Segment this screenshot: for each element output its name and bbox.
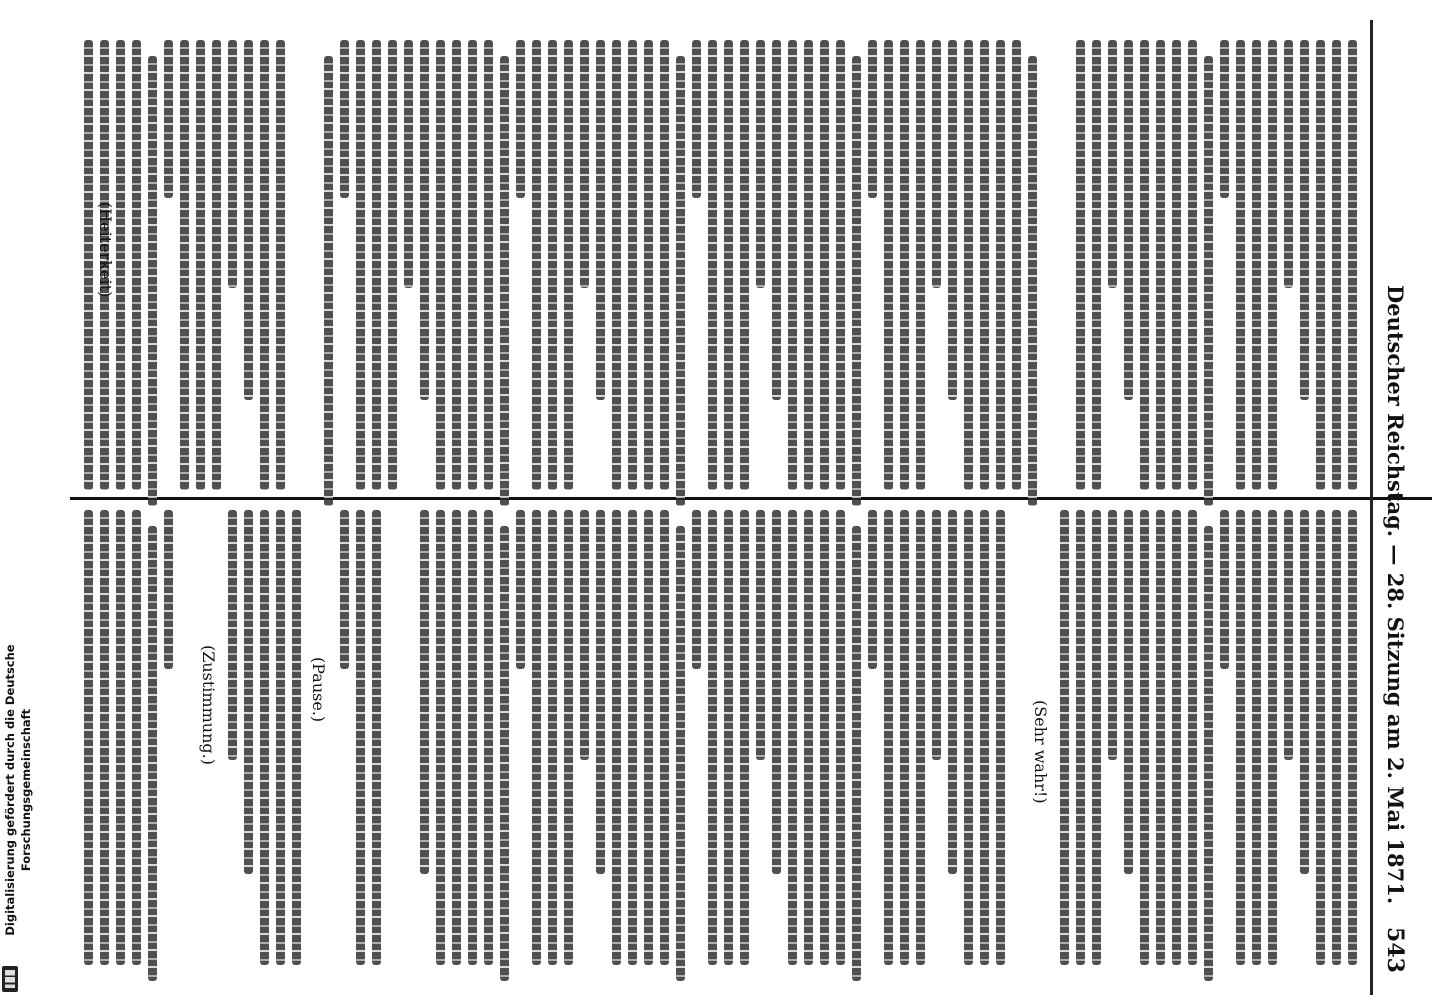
print-line: [84, 40, 93, 490]
print-line: [1348, 40, 1357, 490]
print-line: [932, 40, 941, 288]
print-line: [1284, 40, 1293, 288]
page-number: 543: [1382, 927, 1408, 973]
print-line: [596, 510, 605, 874]
print-line: [916, 510, 925, 965]
print-line: [1140, 40, 1149, 490]
interjection-zustimmung: (Zustimmung.): [199, 645, 218, 765]
print-line: [1204, 526, 1213, 981]
print-line: [516, 40, 525, 198]
print-line: [436, 510, 445, 965]
print-line: [388, 40, 397, 490]
print-line: [212, 40, 221, 490]
print-line: [532, 40, 541, 490]
print-line: [1316, 510, 1325, 965]
interjection-sehr-wahr: (Sehr wahr!): [1031, 700, 1050, 804]
print-line: [964, 40, 973, 490]
print-line: [1188, 510, 1197, 965]
print-line: [468, 40, 477, 490]
print-line: [900, 40, 909, 490]
digitization-note: Digitalisierung gefördert durch die Deutsche Forschungsgemeinschaft: [3, 644, 33, 936]
print-line: [548, 40, 557, 490]
print-line: [468, 510, 477, 965]
print-line: [564, 510, 573, 965]
print-line: [420, 510, 429, 874]
print-line: [1332, 40, 1341, 490]
print-line: [1156, 40, 1165, 490]
print-line: [132, 40, 141, 490]
print-line: [452, 40, 461, 490]
print-line: [1076, 510, 1085, 965]
print-line: [1092, 40, 1101, 490]
print-line: [820, 40, 829, 490]
print-line: [788, 510, 797, 965]
print-line: [1140, 510, 1149, 965]
print-line: [340, 510, 349, 669]
print-line: [196, 40, 205, 490]
print-line: [244, 40, 253, 400]
print-line: [884, 40, 893, 490]
print-line: [1092, 510, 1101, 965]
print-line: [1268, 40, 1277, 490]
print-line: [996, 40, 1005, 490]
print-line: [1236, 510, 1245, 965]
print-line: [1028, 56, 1037, 506]
print-line: [836, 40, 845, 490]
print-line: [516, 510, 525, 669]
print-line: [452, 510, 461, 965]
print-line: [868, 40, 877, 198]
print-line: [180, 40, 189, 490]
print-line: [1332, 510, 1341, 965]
print-line: [1172, 510, 1181, 965]
print-line: [740, 510, 749, 965]
print-line: [164, 510, 173, 669]
print-line: [948, 510, 957, 874]
print-line: [740, 40, 749, 490]
print-line: [132, 510, 141, 965]
dfg-logo: [2, 966, 18, 992]
print-line: [1172, 40, 1181, 490]
print-line: [1268, 510, 1277, 965]
print-line: [852, 526, 861, 981]
print-line: [324, 56, 333, 506]
print-line: [948, 40, 957, 400]
print-line: [148, 526, 157, 981]
print-line: [660, 40, 669, 490]
print-line: [292, 510, 301, 965]
print-line: [580, 40, 589, 288]
print-line: [932, 510, 941, 760]
print-line: [692, 510, 701, 669]
print-line: [276, 40, 285, 490]
print-line: [580, 510, 589, 760]
print-line: [660, 510, 669, 965]
print-line: [228, 510, 237, 760]
print-line: [372, 510, 381, 965]
print-line: [356, 510, 365, 965]
print-line: [1220, 510, 1229, 669]
print-line: [484, 40, 493, 490]
print-line: [1236, 40, 1245, 490]
print-line: [772, 510, 781, 874]
print-line: [260, 510, 269, 965]
print-line: [900, 510, 909, 965]
print-line: [788, 40, 797, 490]
print-line: [228, 40, 237, 288]
print-line: [1300, 40, 1309, 400]
print-line: [1252, 40, 1261, 490]
print-line: [884, 510, 893, 965]
print-line: [596, 40, 605, 400]
print-line: [148, 56, 157, 506]
print-line: [116, 510, 125, 965]
print-line: [628, 40, 637, 490]
print-line: [244, 510, 253, 874]
print-line: [420, 40, 429, 400]
print-line: [708, 40, 717, 490]
print-line: [564, 40, 573, 490]
print-line: [1284, 510, 1293, 760]
print-line: [1300, 510, 1309, 874]
print-line: [1204, 56, 1213, 506]
print-line: [1076, 40, 1085, 490]
print-line: [676, 526, 685, 981]
print-line: [532, 510, 541, 965]
print-line: [756, 40, 765, 288]
print-line: [356, 40, 365, 490]
print-line: [1188, 40, 1197, 490]
column-divider: [70, 497, 1432, 500]
print-line: [500, 56, 509, 506]
print-line: [484, 510, 493, 965]
print-line: [404, 40, 413, 288]
print-line: [916, 40, 925, 490]
print-line: [1012, 40, 1021, 490]
print-line: [548, 510, 557, 965]
print-line: [836, 510, 845, 965]
interjection-pause: (Pause.): [309, 657, 328, 723]
print-line: [260, 40, 269, 490]
print-line: [1124, 510, 1133, 874]
print-line: [980, 510, 989, 965]
print-line: [852, 56, 861, 506]
print-line: [692, 40, 701, 198]
print-line: [1108, 40, 1117, 288]
print-line: [964, 510, 973, 965]
interjection-heiterkeit: (Heiterkeit): [96, 202, 115, 298]
print-line: [1156, 510, 1165, 965]
print-line: [612, 510, 621, 965]
print-line: [164, 40, 173, 198]
print-line: [724, 40, 733, 490]
print-line: [372, 40, 381, 490]
print-line: [644, 40, 653, 490]
print-line: [708, 510, 717, 965]
print-line: [820, 510, 829, 965]
print-line: [612, 40, 621, 490]
print-line: [1060, 510, 1069, 965]
print-line: [1124, 40, 1133, 400]
print-line: [340, 40, 349, 198]
print-line: [100, 510, 109, 965]
print-line: [868, 510, 877, 669]
print-line: [980, 40, 989, 490]
print-line: [644, 510, 653, 965]
print-line: [500, 526, 509, 981]
print-line: [1220, 40, 1229, 198]
print-line: [436, 40, 445, 490]
print-line: [1108, 510, 1117, 760]
print-line: [276, 510, 285, 965]
text-column-lower: [80, 510, 1360, 965]
print-line: [116, 40, 125, 490]
header-rule: [1370, 20, 1373, 995]
print-line: [1252, 510, 1261, 965]
text-column-upper: [80, 40, 1360, 490]
print-line: [84, 510, 93, 965]
print-line: [996, 510, 1005, 965]
print-line: [628, 510, 637, 965]
print-line: [1316, 40, 1325, 490]
print-line: [804, 510, 813, 965]
print-line: [756, 510, 765, 760]
print-line: [804, 40, 813, 490]
print-line: [772, 40, 781, 400]
print-line: [1348, 510, 1357, 965]
print-line: [676, 56, 685, 506]
running-head: Deutscher Reichstag. — 28. Sitzung am 2. Mai 1871.: [1383, 285, 1408, 905]
print-line: [724, 510, 733, 965]
